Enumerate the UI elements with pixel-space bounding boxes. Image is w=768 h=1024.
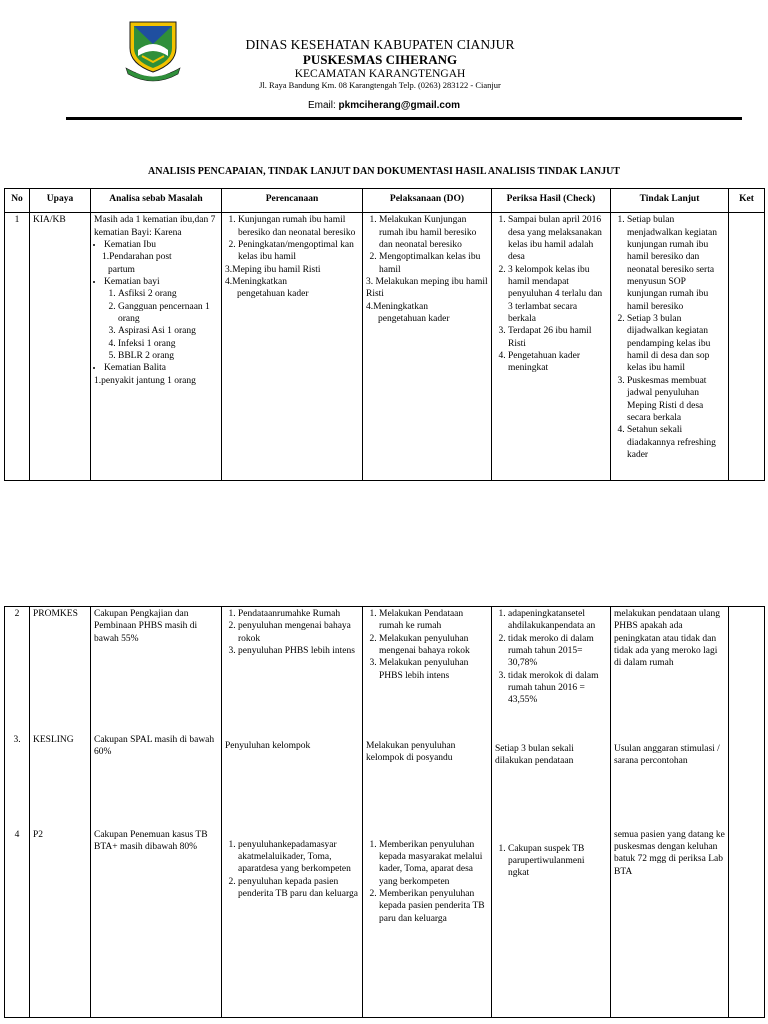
- do-item: 1. Melakukan Kunjungan rumah ibu hamil beresiko dan neonatal beresiko: [379, 214, 488, 251]
- check-item: 2. 3 kelompok kelas ibu hamil mendapat penyuluhan 4 terlalu dan 3 terlambat secara berkala: [508, 264, 607, 326]
- analisa-heading: • Kematian Ibu: [104, 239, 218, 251]
- check-item: 4. Pengetahuan kader meningkat: [508, 350, 607, 375]
- address-line: Jl. Raya Bandung Km. 08 Karangtengah Telp. (0263) 283122 - Cianjur: [259, 80, 501, 90]
- plan-item: 3. penyuluhan PHBS lebih intens: [238, 645, 359, 657]
- col-upaya: Upaya: [30, 189, 91, 213]
- analisa-heading: • Kematian Balita: [104, 362, 218, 374]
- check-item: 3. tidak merokok di dalam rumah tahun 2016 = 43,55%: [508, 670, 607, 707]
- plan-item: 2. penyuluhan kepada pasien penderita TB paru dan keluarga: [238, 876, 359, 901]
- col-tindak: Tindak Lanjut: [611, 189, 729, 213]
- col-pelaksanaan: Pelaksanaan (DO): [363, 189, 492, 213]
- row-analisa: Cakupan Penemuan kasus TB BTA+ masih dibawah 80%: [91, 828, 222, 1018]
- document-title: ANALISIS PENCAPAIAN, TINDAK LANJUT DAN DOKUMENTASI HASIL ANALISIS TINDAK LANJUT: [148, 166, 620, 177]
- do-item: 2. Melakukan penyuluhan mengenai bahaya rokok: [379, 633, 488, 658]
- agency-name: DINAS KESEHATAN KABUPATEN CIANJUR: [245, 37, 515, 52]
- analisa-item: 1. Asfiksi 2 orang: [118, 288, 218, 300]
- row-pelaksanaan: [363, 213, 492, 481]
- analisa-item: 3. Aspirasi Asi 1 orang: [118, 325, 218, 337]
- row-ket: [729, 828, 765, 1018]
- table-header-row: [5, 189, 765, 213]
- col-analisa: Analisa sebab Masalah: [91, 189, 222, 213]
- analisa-item: 1.Pendarahan post: [102, 252, 172, 263]
- plan-item: 1. Pendataanrumahke Rumah: [238, 608, 359, 620]
- do-item: 4.Meningkatkan: [366, 301, 429, 312]
- row-no: 4: [5, 828, 30, 1018]
- check-item: 3. Terdapat 26 ibu hamil Risti: [508, 325, 607, 350]
- action-item: Usulan anggaran stimulasi / sarana percontohan: [614, 743, 720, 766]
- row-perencanaan: [222, 828, 363, 1018]
- row-upaya: KESLING: [30, 733, 91, 828]
- plan-item: 1. penyuluhankepadamasyar akatmelaluikader, Toma, aparatdesa yang berkompeten: [238, 839, 359, 876]
- row-ket: [729, 733, 765, 828]
- row-tindak: [611, 213, 729, 481]
- row-analisa: [91, 213, 222, 481]
- do-item: 1. Melakukan Pendataan rumah ke rumah: [379, 608, 488, 633]
- kecamatan-name: KECAMATAN KARANGTENGAH: [294, 68, 466, 80]
- analysis-table-page1: [4, 188, 765, 481]
- row-no: 2: [5, 607, 30, 733]
- col-ket: Ket: [729, 189, 765, 213]
- row-check: [492, 733, 611, 828]
- row-check: [492, 607, 611, 733]
- plan-item: 4.Meningkatkan: [225, 277, 288, 288]
- puskesmas-name: PUSKESMAS CIHERANG: [302, 52, 458, 67]
- check-item: 1. Sampai bulan april 2016 desa yang melaksanakan kelas ibu hamil adalah desa: [508, 214, 607, 263]
- plan-item: pengetahuan kader: [237, 289, 309, 300]
- row-no: 1: [5, 213, 30, 481]
- table-row: [5, 828, 765, 1018]
- do-item: 2. Memberikan penyuluhan kepada pasien penderita TB paru dan keluarga: [379, 888, 488, 925]
- row-ket: [729, 607, 765, 733]
- analisa-item: 4. Infeksi 1 orang: [118, 338, 218, 350]
- col-check: Periksa Hasil (Check): [492, 189, 611, 213]
- row-upaya: P2: [30, 828, 91, 1018]
- row-perencanaan: [222, 213, 363, 481]
- do-item: pengetahuan kader: [378, 314, 450, 325]
- do-item: 1. Memberikan penyuluhan kepada masyarakat melalui kader, Toma, aparat desa yang berkompeten: [379, 839, 488, 888]
- row-no: 3.: [5, 733, 30, 828]
- analisa-item: 1.penyakit jantung 1 orang: [94, 375, 196, 386]
- plan-item: 1. Kunjungan rumah ibu hamil beresiko dan neonatal beresiko: [238, 214, 359, 239]
- action-item: 2. Setiap 3 bulan dijadwalkan kegiatan pendamping kelas ibu hamil di desa dan sop kelas ibu hamil: [627, 313, 725, 375]
- plan-item: Penyuluhan kelompok: [225, 740, 311, 751]
- check-item: 1. adapeningkatansetel ahdilakukanpendata an: [508, 608, 607, 633]
- row-tindak: semua pasien yang datang ke puskesmas dengan keluhan batuk 72 mgg di periksa Lab BTA: [611, 828, 729, 1018]
- row-check: [492, 828, 611, 1018]
- action-item: 4. Setahun sekali diadakannya refreshing kader: [627, 424, 725, 461]
- table-row: [5, 213, 765, 481]
- table-row: [5, 733, 765, 828]
- row-pelaksanaan: [363, 607, 492, 733]
- email-label: Email:: [307, 100, 339, 111]
- do-item: 3. Melakukan penyuluhan PHBS lebih intens: [379, 657, 488, 682]
- row-tindak: [611, 733, 729, 828]
- email-address: pkmciherang@gmail.com: [338, 100, 460, 111]
- row-analisa: Cakupan SPAL masih di bawah 60%: [91, 733, 222, 828]
- analisa-heading: • Kematian bayi: [104, 276, 218, 288]
- row-perencanaan: [222, 733, 363, 828]
- action-item: 1. Setiap bulan menjadwalkan kegiatan kunjungan rumah ibu hamil beresiko dan neonatal beresiko serta menyusun SOP kunjungan rumah ibu hamil beresiko: [627, 214, 725, 313]
- row-tindak: melakukan pendataan ulang PHBS apakah ada peningkatan atau tidak dan tidak ada yang meroko lagi di dalam rumah: [611, 607, 729, 733]
- analysis-table-page2: [4, 606, 765, 1018]
- do-item: Melakukan penyuluhan kelompok di posyandu: [366, 740, 456, 763]
- header-divider: [66, 117, 742, 120]
- row-analisa: Cakupan Pengkajian dan Pembinaan PHBS masih di bawah 55%: [91, 607, 222, 733]
- row-pelaksanaan: [363, 828, 492, 1018]
- analisa-item: partum: [108, 264, 135, 275]
- check-item: Setiap 3 bulan sekali dilakukan pendataan: [495, 743, 574, 766]
- analisa-item: 5. BBLR 2 orang: [118, 350, 218, 362]
- action-item: 3. Puskesmas membuat jadwal penyuluhan Meping Risti d desa secara berkala: [627, 375, 725, 424]
- row-perencanaan: [222, 607, 363, 733]
- do-item: 3. Melakukan meping ibu hamil Risti: [366, 277, 488, 300]
- table-row: [5, 607, 765, 733]
- check-item: 1. Cakupan suspek TB parupertiwulanmeni ngkat: [508, 843, 607, 880]
- plan-item: 2. penyuluhan mengenai bahaya rokok: [238, 620, 359, 645]
- col-perencanaan: Perencanaan: [222, 189, 363, 213]
- row-ket: [729, 213, 765, 481]
- email-line: [0, 100, 768, 111]
- row-pelaksanaan: [363, 733, 492, 828]
- do-item: 2. Mengoptimalkan kelas ibu hamil: [379, 251, 488, 276]
- col-no: No: [5, 189, 30, 213]
- analisa-intro: Masih ada 1 kematian ibu,dan 7 kematian Bayi: Karena: [94, 215, 216, 238]
- row-upaya: PROMKES: [30, 607, 91, 733]
- plan-item: 3.Meping ibu hamil Risti: [225, 264, 321, 275]
- row-check: [492, 213, 611, 481]
- check-item: 2. tidak meroko di dalam rumah tahun 2015= 30,78%: [508, 633, 607, 670]
- plan-item: 2. Peningkatan/mengoptimal kan kelas ibu hamil: [238, 239, 359, 264]
- row-upaya: KIA/KB: [30, 213, 91, 481]
- analisa-item: 2. Gangguan pencernaan 1 orang: [118, 301, 218, 326]
